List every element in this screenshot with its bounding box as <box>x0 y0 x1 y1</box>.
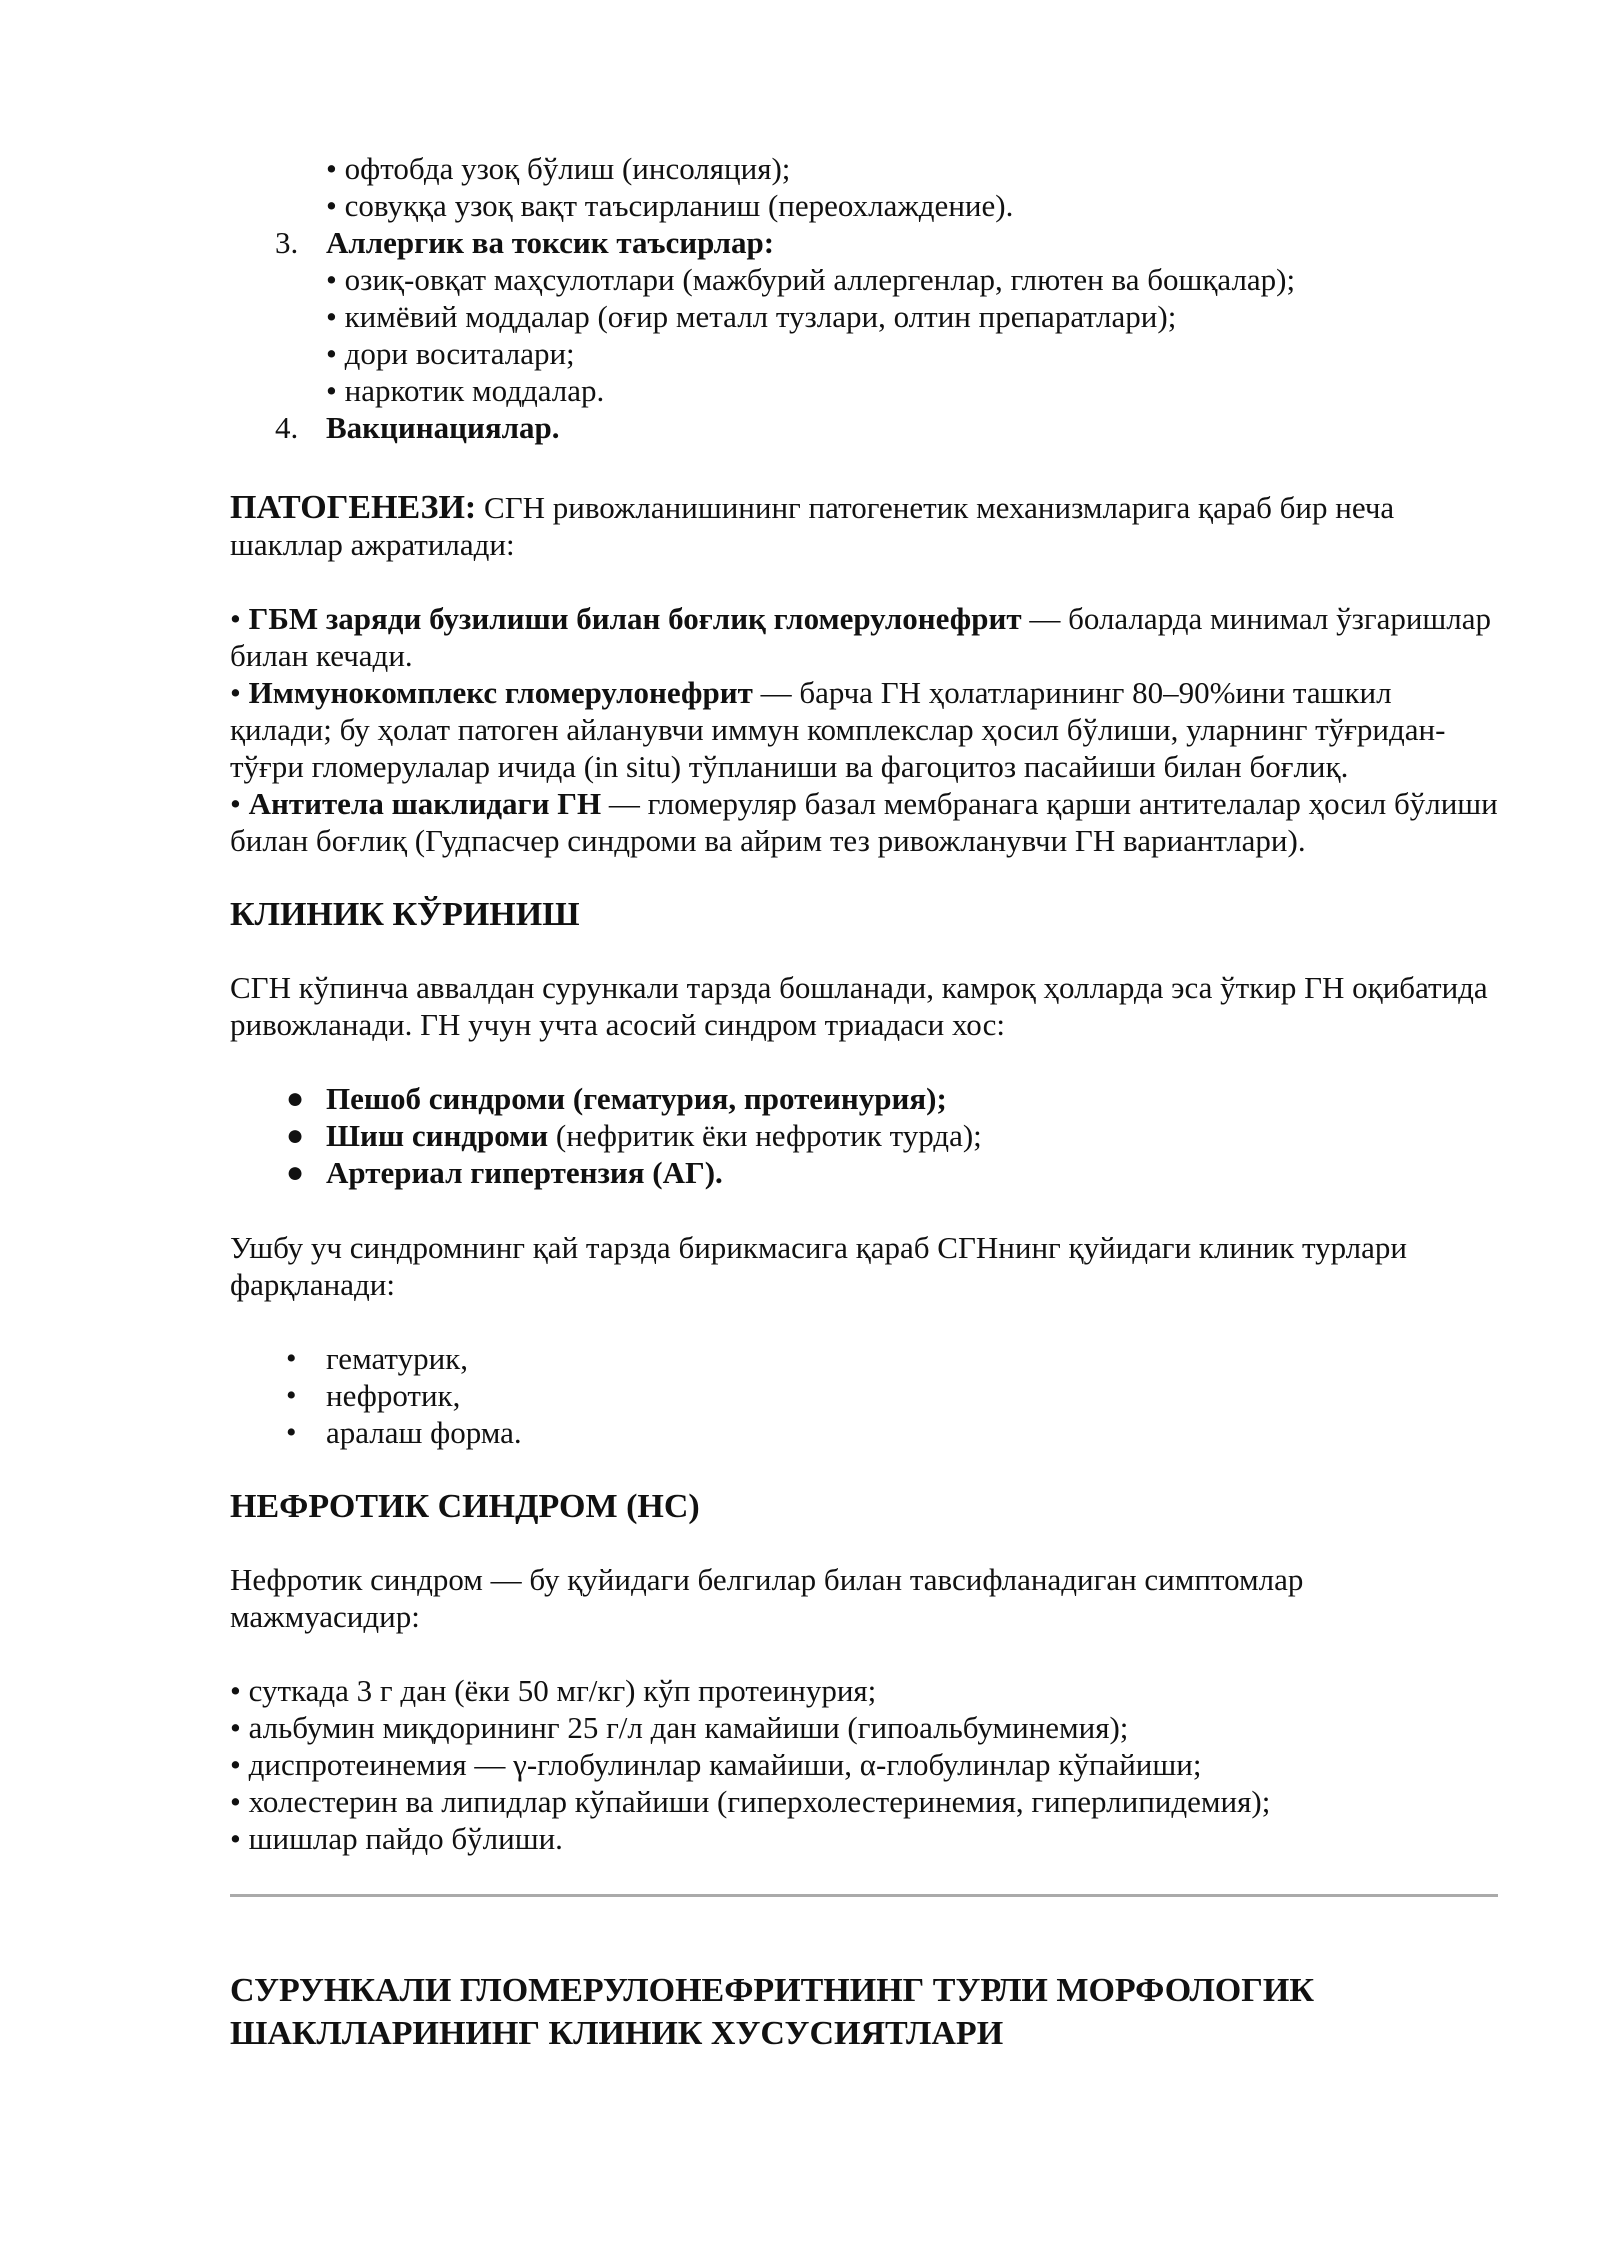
nephrotic-sign: • холестерин ва липидлар кўпайиши (гиперхолестеринемия, гиперлипидемия); <box>230 1784 1271 1819</box>
sub-item-text: • наркотик моддалар. <box>326 373 605 408</box>
bullet-icon: ● <box>286 1082 305 1115</box>
list-item <box>286 1080 1500 1117</box>
bullet-icon: ● <box>286 1156 305 1189</box>
form-title: Антитела шаклидаги ГН <box>248 786 602 821</box>
section-heading-morphology: СУРУНКАЛИ ГЛОМЕРУЛОНЕФРИТНИНГ ТУРЛИ МОРФОЛОГИК ШАКЛЛАРИНИНГ КЛИНИК ХУСУСИЯТЛАРИ <box>230 1972 1314 2052</box>
bullet-icon: • <box>286 1379 297 1412</box>
sub-item-text: • кимёвий моддалар (оғир металл тузлари, олтин препаратлари); <box>326 299 1177 334</box>
pathogenesis-form <box>230 674 1500 785</box>
clinical-types-list <box>230 1340 1500 1451</box>
pathogenesis-lead: ПАТОГЕНЕЗИ: <box>230 489 477 526</box>
clinical-intro: СГН кўпинча аввалдан сурункали тарзда бошланади, камроқ ҳолларда эса ўткир ГН оқибатида ривожланади. ГН учун учта асосий синдром триадаси хос: <box>230 970 1488 1042</box>
pathogenesis-form <box>230 785 1500 859</box>
bullet: • <box>230 601 249 636</box>
numbered-item-4 <box>230 409 1500 446</box>
bullet-icon: • <box>286 1416 297 1449</box>
list-item <box>286 1414 1500 1451</box>
nephrotic-sign: • суткада 3 г дан (ёки 50 мг/кг) кўп протеинурия; <box>230 1673 877 1708</box>
list-item <box>286 1154 1500 1191</box>
numbered-item-3 <box>230 224 1500 261</box>
type-text: гематурик, <box>326 1341 468 1376</box>
list-number: 3. <box>275 225 299 260</box>
list-item <box>230 150 1500 187</box>
list-number: 4. <box>275 410 299 445</box>
pathogenesis-paragraph <box>230 489 1500 563</box>
clinical-types-intro: Ушбу уч синдромнинг қай тарзда бирикмасига қараб СГНнинг қуйидаги клиник турлари фарқланади: <box>230 1230 1408 1302</box>
nephrotic-sign: • альбумин миқдорининг 25 г/л дан камайиши (гипоальбуминемия); <box>230 1710 1129 1745</box>
type-text: нефротик, <box>326 1378 461 1413</box>
type-text: аралаш форма. <box>326 1415 522 1450</box>
bullet: • <box>230 786 249 821</box>
list-item <box>230 298 1500 335</box>
section-heading-nephrotic: НЕФРОТИК СИНДРОМ (НС) <box>230 1488 700 1525</box>
pathogenesis-form <box>230 600 1500 674</box>
sub-item-text: • озиқ-овқат маҳсулотлари (мажбурий аллергенлар, глютен ва бошқалар); <box>326 262 1296 297</box>
bullet-icon: ● <box>286 1119 305 1152</box>
section-heading-clinical: КЛИНИК КЎРИНИШ <box>230 896 580 933</box>
syndrome-title: Пешоб синдроми (гематурия, протеинурия); <box>326 1081 947 1116</box>
pathogenesis-intro: СГН ривожланишининг патогенетик механизмларига қараб бир неча шакллар ажратилади: <box>230 490 1395 562</box>
list-item <box>286 1117 1500 1154</box>
sub-item-text: • офтобда узоқ бўлиш (инсоляция); <box>326 151 791 186</box>
syndrome-title: Артериал гипертензия (АГ). <box>326 1155 723 1190</box>
syndrome-title: Шиш синдроми <box>326 1118 549 1153</box>
form-description: — барча ГН ҳолатларининг 80–90%ини ташкил қилади; бу ҳолат патоген айланувчи иммун комплекслар ҳосил бўлиши, уларнинг тўғридан-тўғри гломерулалар ичида (in situ) тўпланиши ва фагоцитоз пасайиши билан боғлиқ. <box>230 675 1446 784</box>
list-item <box>230 261 1500 298</box>
sub-item-text: • совуққа узоқ вақт таъсирланиш (переохлаждение). <box>326 188 1014 223</box>
sub-item-text: • дори воситалари; <box>326 336 575 371</box>
syndrome-list <box>230 1080 1500 1191</box>
bullet-icon: • <box>286 1342 297 1375</box>
form-title: Иммунокомплекс гломерулонефрит <box>248 675 753 710</box>
form-description: — болаларда минимал ўзгаришлар билан кечади. <box>230 601 1492 673</box>
nephrotic-intro: Нефротик синдром — бу қуйидаги белгилар билан тавсифланадиган симптомлар мажмуасидир: <box>230 1562 1304 1634</box>
nephrotic-sign: • шишлар пайдо бўлиши. <box>230 1821 563 1856</box>
list-item <box>286 1377 1500 1414</box>
numbered-item-title: Аллергик ва токсик таъсирлар: <box>326 225 775 260</box>
nephrotic-sign: • диспротеинемия — γ-глобулинлар камайиши, α-глобулинлар кўпайиши; <box>230 1747 1202 1782</box>
document-page <box>230 150 1500 2055</box>
syndrome-text: (нефритик ёки нефротик турда); <box>548 1118 982 1153</box>
list-item <box>286 1340 1500 1377</box>
list-item <box>230 335 1500 372</box>
list-item <box>230 187 1500 224</box>
form-description: — гломеруляр базал мембранага қарши антителалар ҳосил бўлиши билан боғлиқ (Гудпасчер синдроми ва айрим тез ривожланувчи ГН вариантлари). <box>230 786 1498 858</box>
numbered-item-title: Вакцинациялар. <box>326 410 560 445</box>
bullet: • <box>230 675 249 710</box>
list-item <box>230 372 1500 409</box>
form-title: ГБМ заряди бузилиши билан боғлиқ гломерулонефрит <box>248 601 1022 636</box>
